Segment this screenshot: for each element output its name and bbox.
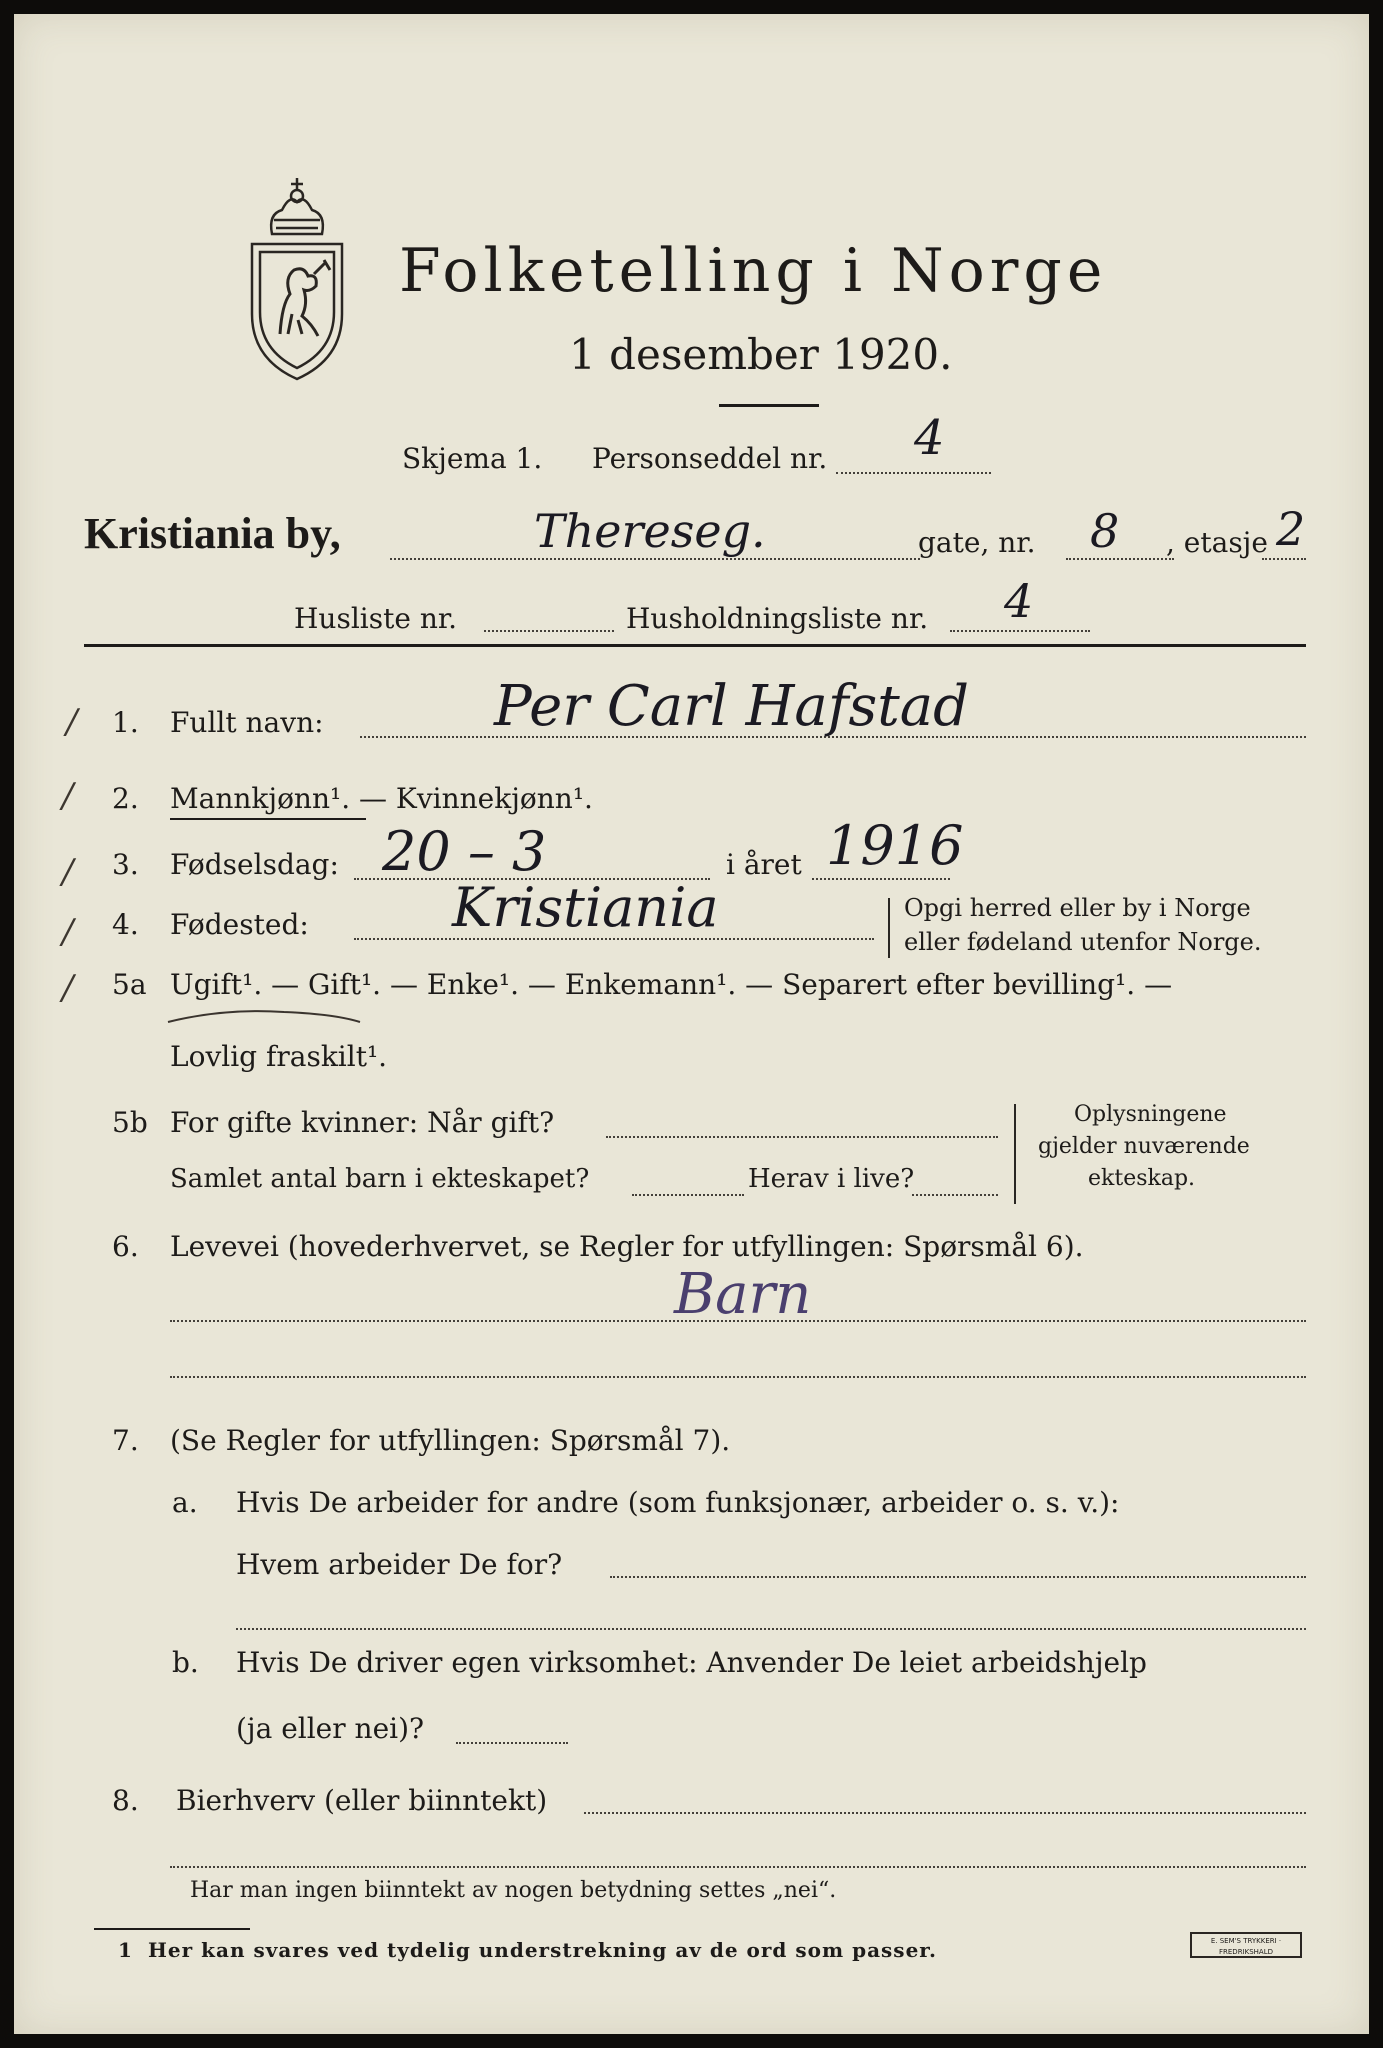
q7-number: 7. [112,1424,139,1457]
occupation-field-line[interactable] [170,1320,1306,1322]
q7-label: (Se Regler for utfyllingen: Spørsmål 7). [170,1424,731,1457]
birthplace-note-line2: eller fødeland utenfor Norge. [904,928,1262,956]
birthplace-value[interactable]: Kristiania [452,876,719,939]
hired-help-field-line[interactable] [456,1742,568,1744]
birthplace-note-bracket [888,898,890,958]
q7a-label: Hvis De arbeider for andre (som funksjonær, arbeider o. s. v.): [236,1486,1120,1519]
gate-nr-label: gate, nr. [918,526,1036,559]
q3-number: 3. [112,848,139,881]
footnote-text: Her kan svares ved tydelig understrekning av de ord som passer. [148,1938,937,1962]
birthplace-note-line1: Opgi herred eller by i Norge [904,894,1251,922]
footnote-divider [94,1928,250,1930]
marriage-note-line1: Oplysningene [1074,1102,1227,1127]
personseddel-value[interactable]: 4 [914,410,945,466]
employer-field-line-2[interactable] [236,1628,1306,1630]
husholdningsliste-label: Husholdningsliste nr. [626,602,929,635]
q7a-employer-label: Hvem arbeider De for? [236,1548,563,1581]
married-when-field-line[interactable] [606,1136,998,1138]
header-divider [84,644,1306,647]
employer-field-line[interactable] [610,1576,1306,1578]
q8-number: 8. [112,1784,139,1817]
census-date: 1 desember 1920. [569,330,953,379]
occupation-field-line-2[interactable] [170,1376,1306,1378]
gate-nr-field-line[interactable] [1066,558,1174,560]
marital-underline-mark [164,1004,364,1028]
q4-label: Fødested: [170,908,309,941]
occupation-value[interactable]: Barn [674,1262,812,1327]
birth-year-field-line[interactable] [812,878,950,880]
margin-check-mark: / [62,776,74,816]
q5a-number: 5a [112,968,147,1001]
q2-gender-options: Mannkjønn¹. — Kvinnekjønn¹. [170,782,593,815]
margin-check-mark: / [62,968,74,1008]
q5a-marital-options-line2: Lovlig fraskilt¹. [170,1040,388,1073]
children-count-field-line[interactable] [632,1194,744,1196]
husholdningsliste-value[interactable]: 4 [1004,574,1034,628]
children-alive-field-line[interactable] [912,1194,998,1196]
personseddel-label: Personseddel nr. [592,442,828,475]
margin-check-mark: / [62,912,74,952]
year-label: i året [726,848,802,881]
gender-underline-mark [170,818,366,820]
q7a-letter: a. [172,1486,198,1519]
birthday-value[interactable]: 20 – 3 [382,820,547,883]
side-income-field-line[interactable] [584,1812,1306,1814]
q7b-letter: b. [172,1646,199,1679]
q7b-yes-no-label: (ja eller nei)? [236,1712,425,1745]
q2-number: 2. [112,782,139,815]
marriage-note-bracket [1014,1104,1016,1204]
personseddel-field-line[interactable] [836,472,991,474]
form-title: Folketelling i Norge [399,236,1108,306]
side-income-note: Har man ingen biinntekt av nogen betydning settes „nei“. [190,1878,837,1903]
q6-number: 6. [112,1230,139,1263]
street-field-line[interactable] [390,558,920,560]
marriage-note-line2: gjelder nuværende [1038,1134,1250,1159]
full-name-value[interactable]: Per Carl Hafstad [494,674,970,739]
street-value[interactable]: Thereseg. [534,504,766,558]
husliste-label: Husliste nr. [294,602,458,635]
footnote-marker: 1 [118,1938,133,1962]
q8-label: Bierhverv (eller biinntekt) [176,1784,548,1817]
census-form-sheet [14,14,1369,2034]
marriage-note-line3: ekteskap. [1088,1166,1196,1191]
husliste-field-line[interactable] [484,630,614,632]
title-divider [719,404,819,407]
margin-check-mark: / [62,852,74,892]
skjema-label: Skjema 1. [402,442,543,475]
q1-number: 1. [112,706,139,739]
q5b-married-when-label: For gifte kvinner: Når gift? [170,1106,555,1139]
side-income-field-line-2[interactable] [170,1866,1306,1868]
etasje-field-line[interactable] [1262,558,1306,560]
etasje-value[interactable]: 2 [1276,502,1306,556]
q5b-alive-label: Herav i live? [748,1164,915,1194]
q5b-number: 5b [112,1106,148,1139]
coat-of-arms-icon [232,174,362,384]
q3-label: Fødselsdag: [170,848,339,881]
city-label: Kristiania by, [84,509,341,558]
husholdningsliste-field-line[interactable] [950,630,1090,632]
printer-stamp: E. SEM'S TRYKKERI · FREDRIKSHALD [1190,1932,1302,1958]
q4-number: 4. [112,908,139,941]
q6-label: Levevei (hovederhvervet, se Regler for utfyllingen: Spørsmål 6). [170,1230,1084,1263]
birth-year-value[interactable]: 1916 [826,814,964,877]
q5b-children-label: Samlet antal barn i ekteskapet? [170,1164,590,1194]
margin-check-mark: / [66,702,78,742]
etasje-label: , etasje [1166,526,1268,559]
q1-label: Fullt navn: [170,706,324,739]
gate-nr-value[interactable]: 8 [1090,504,1120,558]
q7b-label: Hvis De driver egen virksomhet: Anvender De leiet arbeidshjelp [236,1646,1147,1679]
q5a-marital-options: Ugift¹. — Gift¹. — Enke¹. — Enkemann¹. — Separert efter bevilling¹. — [170,968,1173,1001]
